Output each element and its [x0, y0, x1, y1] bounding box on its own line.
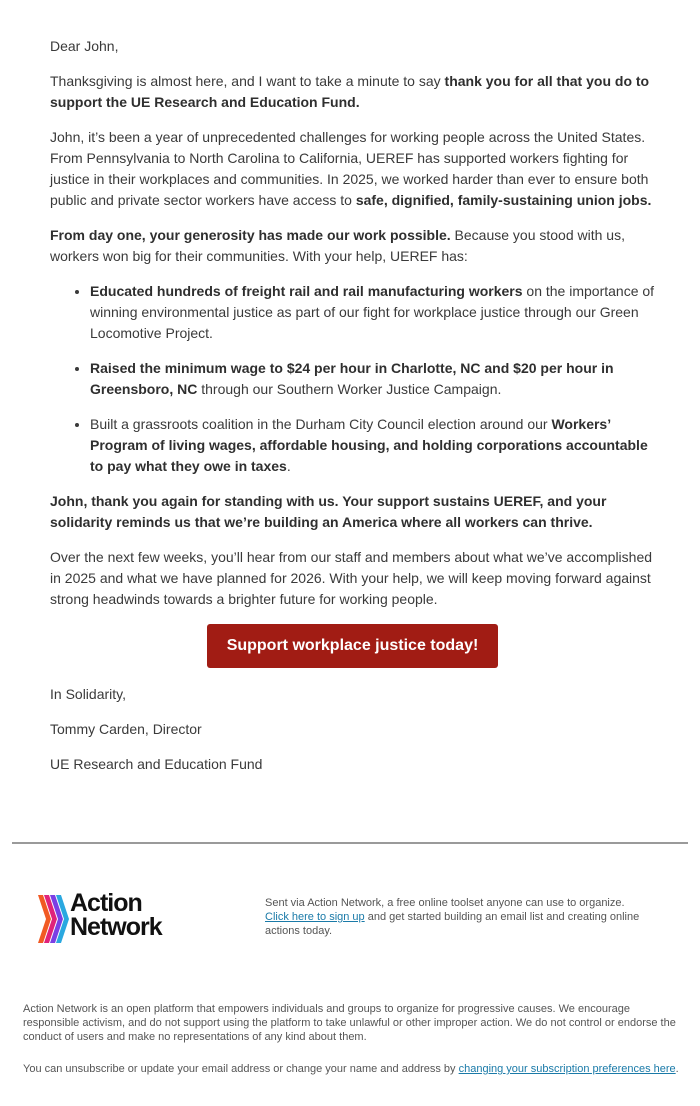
cta-container — [50, 624, 655, 668]
action-network-chevrons-icon — [38, 895, 70, 943]
challenges-bold-text: safe, dignified, family-sustaining union jobs. — [355, 192, 652, 208]
unsubscribe-notice — [23, 1062, 688, 1076]
list-item-bold-text: Educated hundreds of freight rail and rail manufacturing workers — [90, 283, 523, 299]
generosity-bold-text: From day one, your generosity has made our work possible. — [50, 227, 451, 243]
action-network-logo[interactable] — [38, 889, 198, 945]
list-item-bold-text: Workers’ Program of living wages, affordable housing, and holding corporations accountable to pay what they owe in taxes — [90, 416, 648, 474]
generosity-paragraph — [50, 225, 655, 267]
list-item — [90, 414, 655, 477]
logo-line-2: Network — [70, 913, 162, 941]
logo-wordmark — [70, 891, 162, 939]
accomplishments-list — [50, 281, 655, 477]
footer-divider — [12, 842, 688, 844]
platform-disclaimer: Action Network is an open platform that empowers individuals and groups to organize for progressive causes. We encourage responsible activism, and do not support using the platform to take unlawful or other improper action. We do not control or endorse the conduct of users and make no representations of any kind about them. — [23, 1003, 676, 1043]
list-item-bold-text: Raised the minimum wage to $24 per hour in Charlotte, NC and $20 per hour in Greensboro, NC — [90, 360, 614, 397]
sent-via-text: Sent via Action Network, a free online toolset anyone can use to organize. — [265, 897, 625, 909]
list-item — [90, 358, 655, 400]
list-item-text: on the importance of winning environmental justice as part of our fight for workplace justice through our Green Locomotive Project. — [90, 283, 655, 341]
sent-via-notice — [265, 896, 640, 938]
support-cta-button[interactable]: Support workplace justice today! — [207, 624, 499, 668]
email-letter — [50, 36, 655, 789]
generosity-text: Because you stood with us, workers won big for their communities. With your help, UEREF has: — [50, 227, 625, 264]
signer-org: UE Research and Education Fund — [50, 756, 263, 772]
thanks-paragraph — [50, 491, 655, 533]
outlook-paragraph: Over the next few weeks, you’ll hear from our staff and members about what we’ve accomplished in 2025 and what we have planned for 2026. With your help, we will keep moving forward against strong headwinds towards a brighter future for working people. — [50, 549, 653, 607]
intro-text: Thanksgiving is almost here, and I want to take a minute to say — [50, 73, 445, 89]
closing: In Solidarity, — [50, 686, 126, 702]
challenges-paragraph — [50, 127, 655, 211]
greeting: Dear John, — [50, 38, 119, 54]
thanks-bold-text: John, thank you again for standing with us. Your support sustains UEREF, and your solidarity reminds us that we’re building an America where all workers can thrive. — [50, 493, 607, 530]
unsubscribe-end: . — [675, 1063, 679, 1075]
unsubscribe-text: You can unsubscribe or update your email address or change your name and address by — [23, 1063, 459, 1075]
list-item-text: through our Southern Worker Justice Campaign. — [197, 381, 502, 397]
challenges-text: John, it’s been a year of unprecedented challenges for working people across the United States. From Pennsylvania to North Carolina to California, UEREF has supported workers fighting for justice in their workplaces and communities. In 2025, we worked harder than ever to ensure both public and private sector workers have access to — [50, 129, 649, 208]
subscription-preferences-link[interactable]: changing your subscription preferences here — [458, 1063, 676, 1075]
signup-rest-text: and get started building an email list and creating online actions today. — [265, 911, 640, 937]
signer-name: Tommy Carden, Director — [50, 721, 202, 737]
signup-link[interactable]: Click here to sign up — [265, 911, 365, 923]
list-item-text: Built a grassroots coalition in the Durham City Council election around our — [90, 416, 552, 432]
intro-bold-text: thank you for all that you do to support the UE Research and Education Fund. — [50, 73, 650, 110]
list-item-end: . — [286, 458, 291, 474]
logo-line-1: Action — [70, 889, 142, 917]
intro-paragraph — [50, 71, 655, 113]
list-item — [90, 281, 655, 344]
